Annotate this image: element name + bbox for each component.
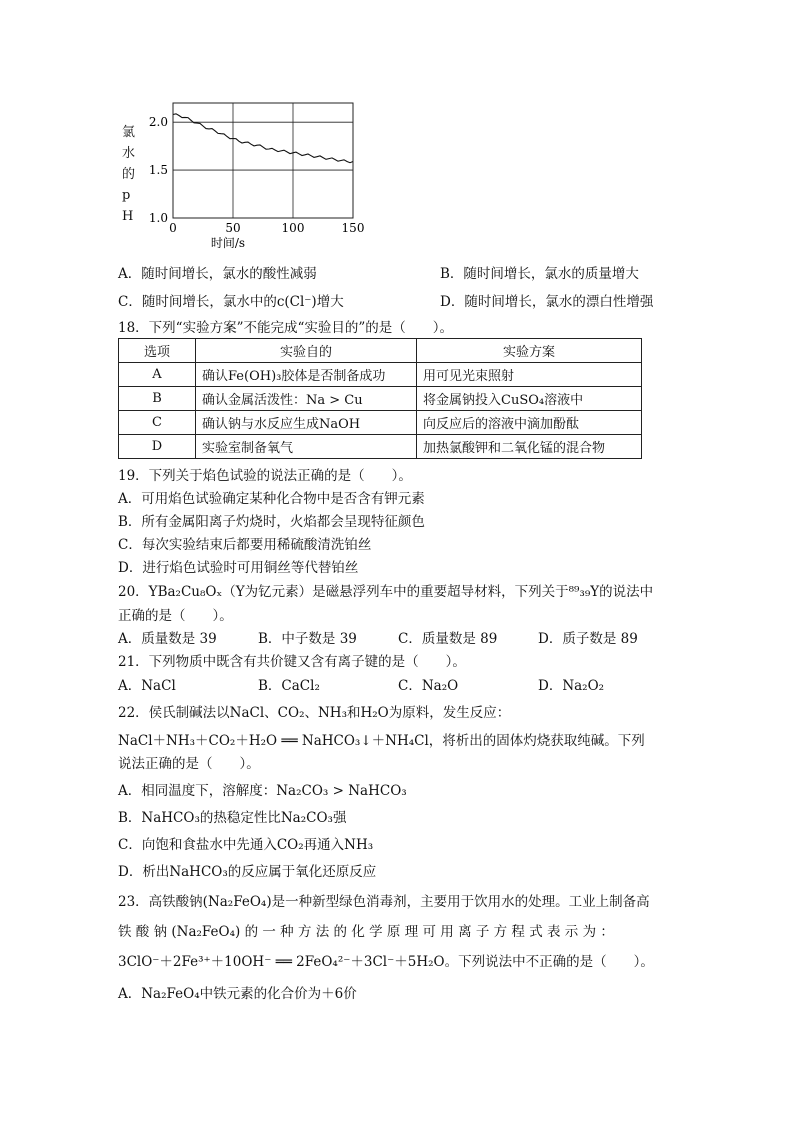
x-tick-label: 50 [225,221,241,235]
cell-option: D [119,435,196,459]
q22-option-d: D．析出NaHCO₃的反应属于氧化还原反应 [118,864,377,880]
cell-option: A [119,363,196,387]
cell-option: B [119,387,196,411]
q20-option-d: D．质子数是 89 [538,631,638,647]
q20-stem-line1: 20．YBa₂Cu₈Oₓ（Y为钇元素）是磁悬浮列车中的重要超导材料，下列关于⁸⁹₃₉Y的说法中 [118,584,654,600]
ph-chart [118,98,368,258]
header-plan: 实验方案 [417,339,642,363]
chart-ylabel-text: 氯水的pH [122,125,136,224]
q18-stem: 18．下列“实验方案”不能完成“实验目的”的是（ ）。 [118,320,454,336]
q22-stem-line2: NaCl＋NH₃＋CO₂＋H₂O ══ NaHCO₃↓＋NH₄Cl，将析出的固体灼烧获取纯碱。下列 [118,733,645,749]
header-option: 选项 [119,339,196,363]
x-tick-label: 0 [169,221,177,235]
q22-stem-line3: 说法正确的是（ ）。 [118,756,260,772]
cell-aim: 确认金属活泼性：Na > Cu [196,387,417,411]
cell-aim: 确认钠与水反应生成NaOH [196,411,417,435]
plot-frame [173,103,353,218]
y-tick-label: 2.0 [148,115,168,130]
q21-option-a: A．NaCl [118,678,176,694]
cell-plan: 用可见光束照射 [417,363,642,387]
cell-aim: 确认Fe(OH)₃胶体是否制备成功 [196,363,417,387]
q17-option-d: D．随时间增长，氯水的漂白性增强 [440,294,654,310]
header-aim: 实验自的 [196,339,417,363]
q21-option-b: B．CaCl₂ [258,678,320,694]
q21-option-d: D．Na₂O₂ [538,678,605,694]
table-header-row [119,339,642,363]
q19-stem: 19．下列关于焰色试验的说法正确的是（ ）。 [118,468,412,484]
q23-option-a: A．Na₂FeO₄中铁元素的化合价为＋6价 [118,986,357,1002]
table-row [119,435,642,459]
q21-option-c: C．Na₂O [398,678,459,694]
cell-option: C [119,411,196,435]
q20-option-c: C．质量数是 89 [398,631,498,647]
table-row [119,387,642,411]
q19-option-b: B．所有金属阳离子灼烧时，火焰都会呈现特征颜色 [118,514,425,530]
q22-option-b: B．NaHCO₃的热稳定性比Na₂CO₃强 [118,810,347,826]
q17-option-b: B．随时间增长，氯水的质量增大 [440,266,639,282]
cell-aim: 实验室制备氧气 [196,435,417,459]
q23-stem-line2: 铁 酸 钠 (Na₂FeO₄) 的 一 种 方 法 的 化 学 原 理 可 用 离 子 方 程 式 表 示 为 ： [118,924,614,940]
table-row [119,411,642,435]
y-tick-label: 1.5 [148,163,168,178]
q19-option-d: D．进行焰色试验时可用铜丝等代替铂丝 [118,560,359,576]
cell-plan: 向反应后的溶液中滴加酚酞 [417,411,642,435]
q22-option-a: A．相同温度下，溶解度：Na₂CO₃ > NaHCO₃ [118,783,407,799]
y-tick-label: 1.0 [148,211,168,225]
q17-option-c: C．随时间增长，氯水中的c(Cl⁻)增大 [118,294,344,310]
q22-stem-line1: 22．侯氏制碱法以NaCl、CO₂、NH₃和H₂O为原料，发生反应： [118,705,511,721]
q20-option-a: A．质量数是 39 [118,631,217,647]
cell-plan: 将金属钠投入CuSO₄溶液中 [417,387,642,411]
q19-option-c: C．每次实验结束后都要用稀硫酸清洗铂丝 [118,537,372,553]
q20-option-b: B．中子数是 39 [258,631,357,647]
q19-option-a: A．可用焰色试验确定某种化合物中是否含有钾元素 [118,491,425,507]
q20-stem-line2: 正确的是（ ）。 [118,608,233,624]
q23-stem-line1: 23．高铁酸钠(Na₂FeO₄)是一种新型绿色消毒剂，主要用于饮用水的处理。工业上制备高 [118,894,650,910]
q18-table [118,338,642,459]
q23-stem-line3: 3ClO⁻＋2Fe³⁺＋10OH⁻ ══ 2FeO₄²⁻＋3Cl⁻＋5H₂O。下列说法中不正确的是（ ）。 [118,954,654,970]
x-tick-label: 150 [341,221,365,235]
series-line [173,114,353,163]
x-tick-label: 100 [281,221,305,235]
q22-option-c: C．向饱和食盐水中先通入CO₂再通入NH₃ [118,837,374,853]
table-row [119,363,642,387]
q21-stem: 21．下列物质中既含有共价键又含有离子键的是（ ）。 [118,654,466,670]
q17-option-a: A．随时间增长，氯水的酸性减弱 [118,266,317,282]
cell-plan: 加热氯酸钾和二氧化锰的混合物 [417,435,642,459]
x-axis-label: 时间/s [210,236,246,250]
